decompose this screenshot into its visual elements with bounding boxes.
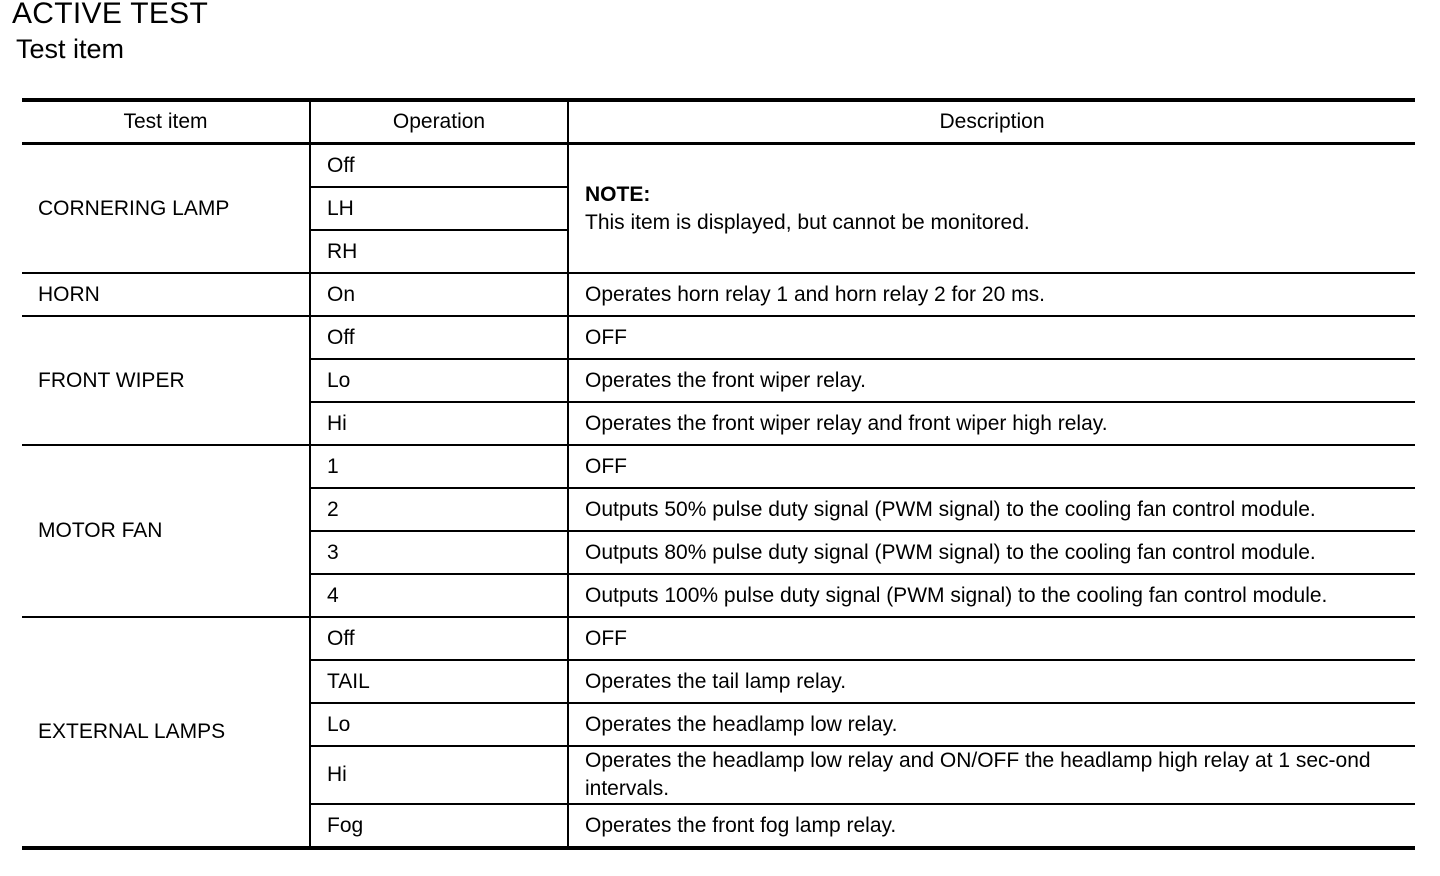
test-item-cell: FRONT WIPER (22, 316, 310, 445)
operation-cell: 4 (310, 574, 568, 617)
description-cell: OFF (568, 316, 1415, 359)
description-cell: Operates the front fog lamp relay. (568, 804, 1415, 848)
test-item-cell: HORN (22, 273, 310, 316)
operation-cell: 1 (310, 445, 568, 488)
description-cell: Operates the tail lamp relay. (568, 660, 1415, 703)
operation-cell: RH (310, 230, 568, 273)
note-cell (568, 144, 1415, 274)
description-cell: Outputs 50% pulse duty signal (PWM signal) to the cooling fan control module. (568, 488, 1415, 531)
note-text: This item is displayed, but cannot be monitored. (585, 210, 1030, 234)
table-row (22, 316, 1415, 359)
operation-cell: TAIL (310, 660, 568, 703)
table-row (22, 273, 1415, 316)
operation-cell: Lo (310, 703, 568, 746)
page-subtitle: Test item (16, 34, 125, 64)
column-header-test-item: Test item (22, 100, 310, 144)
operation-cell: On (310, 273, 568, 316)
test-item-cell: CORNERING LAMP (22, 144, 310, 274)
column-header-description: Description (568, 100, 1415, 144)
description-cell: Operates the front wiper relay. (568, 359, 1415, 402)
table-row (22, 445, 1415, 488)
description-cell: Operates horn relay 1 and horn relay 2 for 20 ms. (568, 273, 1415, 316)
description-cell: Operates the front wiper relay and front wiper high relay. (568, 402, 1415, 445)
operation-cell: Off (310, 144, 568, 188)
table-row (22, 144, 1415, 188)
table-header-row (22, 100, 1415, 144)
active-test-table (22, 98, 1415, 850)
table-row (22, 617, 1415, 660)
description-cell: OFF (568, 617, 1415, 660)
description-cell: Outputs 100% pulse duty signal (PWM signal) to the cooling fan control module. (568, 574, 1415, 617)
operation-cell: 2 (310, 488, 568, 531)
test-item-cell: MOTOR FAN (22, 445, 310, 617)
operation-cell: Hi (310, 402, 568, 445)
description-cell: OFF (568, 445, 1415, 488)
page-title: ACTIVE TEST (12, 0, 209, 30)
note-label: NOTE: (585, 182, 651, 206)
description-cell: Outputs 80% pulse duty signal (PWM signal) to the cooling fan control module. (568, 531, 1415, 574)
description-cell: Operates the headlamp low relay. (568, 703, 1415, 746)
operation-cell: Lo (310, 359, 568, 402)
operation-cell: Off (310, 617, 568, 660)
operation-cell: Off (310, 316, 568, 359)
operation-cell: 3 (310, 531, 568, 574)
operation-cell: Fog (310, 804, 568, 848)
column-header-operation: Operation (310, 100, 568, 144)
description-cell: Operates the headlamp low relay and ON/OFF the headlamp high relay at 1 sec-ond intervals. (568, 746, 1415, 804)
test-item-cell: EXTERNAL LAMPS (22, 617, 310, 848)
operation-cell: LH (310, 187, 568, 230)
operation-cell: Hi (310, 746, 568, 804)
